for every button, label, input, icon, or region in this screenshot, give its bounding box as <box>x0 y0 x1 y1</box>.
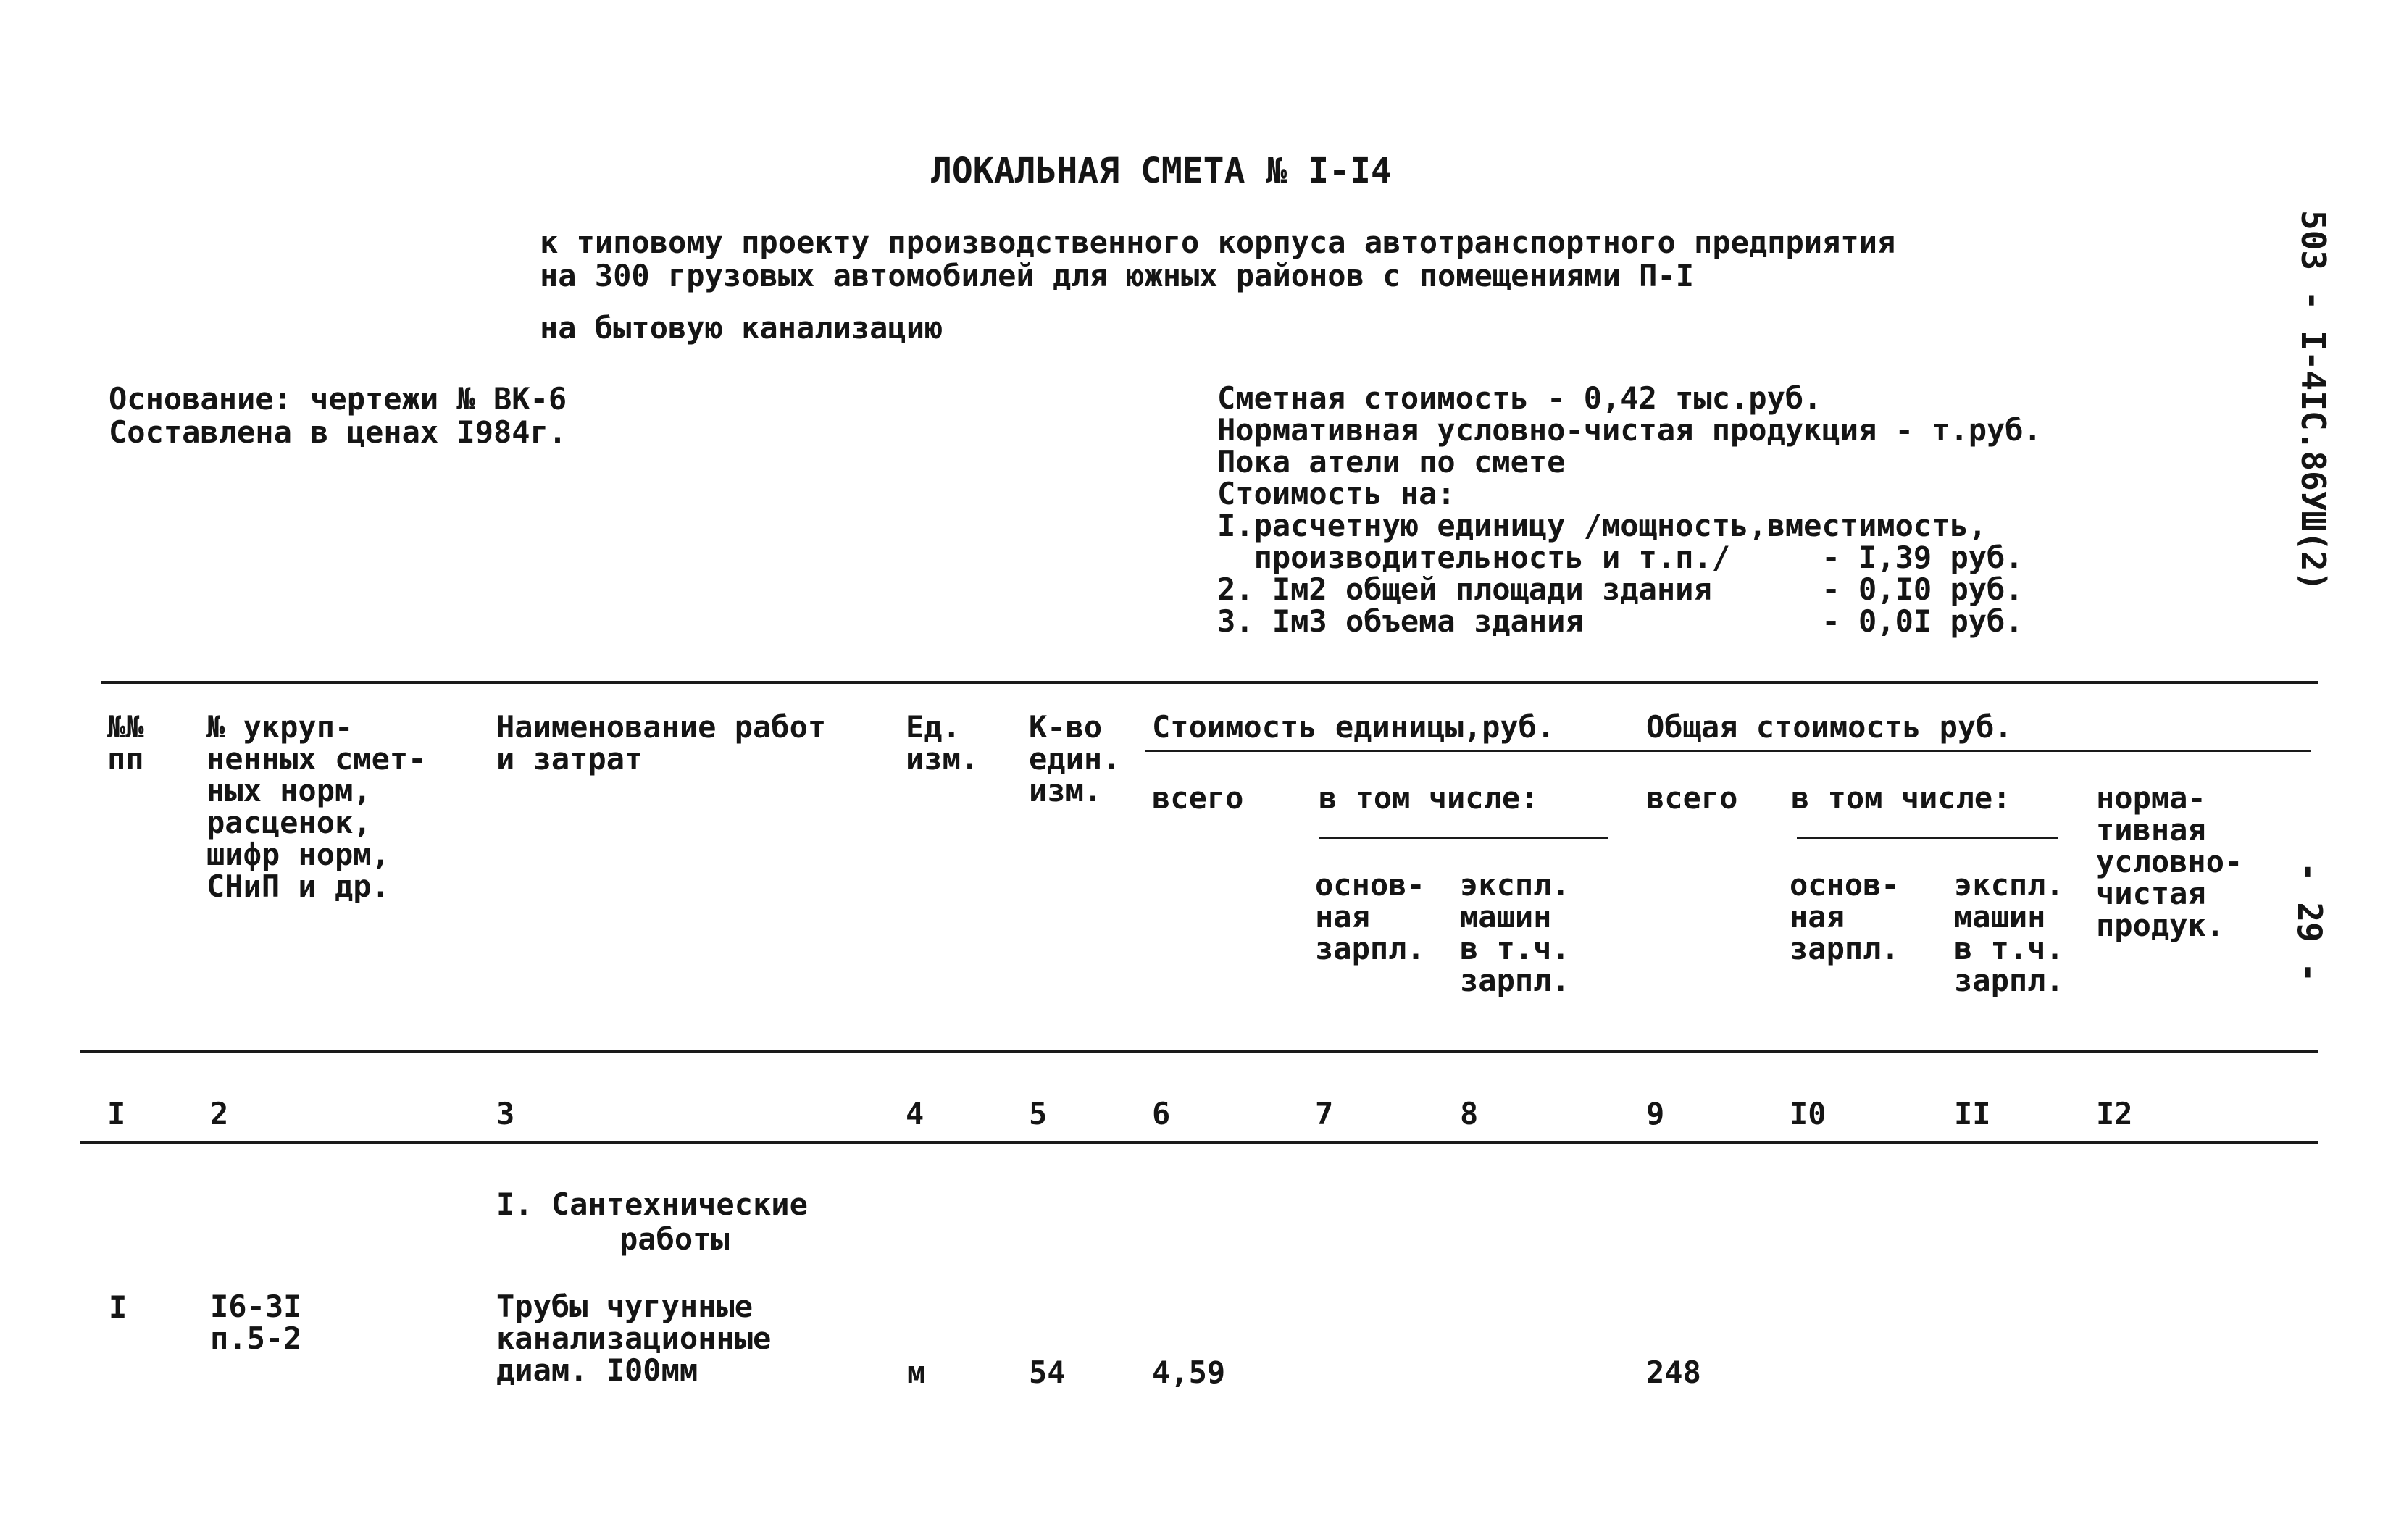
header-col8-line2: машин <box>1460 899 1552 934</box>
header-col12-line3: условно- <box>2096 844 2243 879</box>
column-number-11: II <box>1954 1096 1991 1131</box>
header-col2-line4: расценок, <box>206 805 372 840</box>
header-col11-line3: в т.ч. <box>1954 931 2064 966</box>
column-number-6: 6 <box>1152 1096 1171 1131</box>
header-col2-line5: шифр норм, <box>206 837 390 872</box>
header-col4-line1: Ед. <box>906 709 961 745</box>
column-number-7: 7 <box>1315 1096 1334 1131</box>
header-col3-line2: и затрат <box>496 741 643 777</box>
row-total-cost: 248 <box>1646 1355 1701 1390</box>
row-name-line1: Трубы чугунные <box>496 1289 754 1324</box>
column-number-3: 3 <box>496 1096 515 1131</box>
column-number-8: 8 <box>1460 1096 1479 1131</box>
header-col11-line4: зарпл. <box>1954 963 2064 998</box>
header-col2-line6: СНиП и др. <box>206 869 390 904</box>
column-number-9: 9 <box>1646 1096 1665 1131</box>
header-col4-line2: изм. <box>906 741 980 777</box>
header-col2-line1: № укруп- <box>206 709 354 745</box>
header-col10-line1: основ- <box>1790 867 1900 903</box>
row-quantity: 54 <box>1029 1355 1066 1390</box>
header-col12-line5: продук. <box>2096 908 2225 943</box>
header-col5-line2: един. <box>1029 741 1121 777</box>
row-name-line2: канализационные <box>496 1321 772 1356</box>
header-col10-line3: зарпл. <box>1790 931 1900 966</box>
header-col10-line2: ная <box>1790 899 1845 934</box>
basis-drawings: Основание: чертежи № ВК-6 <box>109 381 567 417</box>
cost-line-5: I.расчетную единицу /мощность,вместимость, <box>1217 508 1987 543</box>
header-col2-line3: ных норм, <box>206 773 372 808</box>
cost-line-7: 2. Iм2 общей площади здания - 0,I0 руб. <box>1217 572 2024 607</box>
side-document-code: 503 - I-4IС.86УШ(2) <box>2294 210 2333 592</box>
header-col1-line1: №№ <box>107 709 144 745</box>
column-number-2: 2 <box>210 1096 229 1131</box>
total-incl-rule <box>1797 837 2058 839</box>
header-col12-line1: норма- <box>2096 780 2206 816</box>
column-number-12: I2 <box>2096 1096 2133 1131</box>
column-number-5: 5 <box>1029 1096 1048 1131</box>
header-col2-line2: ненных смет- <box>206 741 427 777</box>
cost-line-6: производительность и т.п./ - I,39 руб. <box>1217 540 2024 575</box>
section-title-line1: I. Сантехнические <box>496 1187 808 1222</box>
page-title: ЛОКАЛЬНАЯ СМЕТА № I-I4 <box>931 151 1392 191</box>
subtitle-line-2: на 300 грузовых автомобилей для южных районов с помещениями П-I <box>540 258 1695 293</box>
table-top-rule <box>101 681 2318 684</box>
header-bottom-rule <box>80 1050 2318 1053</box>
header-col12-line4: чистая <box>2096 876 2206 911</box>
header-unit-cost-group: Стоимость единицы,руб. <box>1152 709 1556 745</box>
row-name-line3: диам. I00мм <box>496 1352 698 1388</box>
basis-prices: Составлена в ценах I984г. <box>109 414 567 450</box>
header-col3-line1: Наименование работ <box>496 709 827 745</box>
header-col8-line4: зарпл. <box>1460 963 1570 998</box>
cost-line-3: Пока атели по смете <box>1217 444 1566 480</box>
row-code-line1: I6-3I <box>210 1289 302 1324</box>
cost-line-8: 3. Iм3 объема здания - 0,0I руб. <box>1217 603 2024 639</box>
row-code-line2: п.5-2 <box>210 1321 302 1356</box>
section-title-line2: работы <box>619 1221 730 1257</box>
header-col7-line2: ная <box>1315 899 1370 934</box>
page-number: - 29 - <box>2290 862 2329 983</box>
header-unit-total: всего <box>1152 780 1244 816</box>
header-col5-line1: К-во <box>1029 709 1103 745</box>
header-col7-line3: зарпл. <box>1315 931 1425 966</box>
header-group-rule <box>1145 750 2311 752</box>
header-total-incl: в том числе: <box>1791 780 2011 816</box>
cost-line-1: Сметная стоимость - 0,42 тыс.руб. <box>1217 380 1822 416</box>
header-col7-line1: основ- <box>1315 867 1425 903</box>
subtitle-line-1: к типовому проекту производственного корпуса автотранспортного предприятия <box>540 225 1896 260</box>
row-unit: м <box>907 1355 926 1390</box>
unit-incl-rule <box>1319 837 1608 839</box>
subtitle-line-3: на бытовую канализацию <box>540 310 943 346</box>
row-number: I <box>109 1289 128 1325</box>
header-col11-line2: машин <box>1954 899 2046 934</box>
cost-line-4: Стоимость на: <box>1217 476 1456 511</box>
header-col5-line3: изм. <box>1029 773 1103 808</box>
header-col1-line2: пп <box>107 741 144 777</box>
column-number-4: 4 <box>906 1096 924 1131</box>
row-unit-cost: 4,59 <box>1152 1355 1226 1390</box>
column-number-rule <box>80 1141 2318 1144</box>
header-total-total: всего <box>1646 780 1738 816</box>
header-col8-line3: в т.ч. <box>1460 931 1570 966</box>
header-col11-line1: экспл. <box>1954 867 2064 903</box>
header-unit-incl: в том числе: <box>1319 780 1539 816</box>
column-number-1: I <box>107 1096 126 1131</box>
header-col8-line1: экспл. <box>1460 867 1570 903</box>
cost-line-2: Нормативная условно-чистая продукция - т.руб. <box>1217 412 2042 448</box>
header-col12-line2: тивная <box>2096 812 2206 848</box>
column-number-10: I0 <box>1790 1096 1827 1131</box>
header-total-cost-group: Общая стоимость руб. <box>1646 709 2013 745</box>
